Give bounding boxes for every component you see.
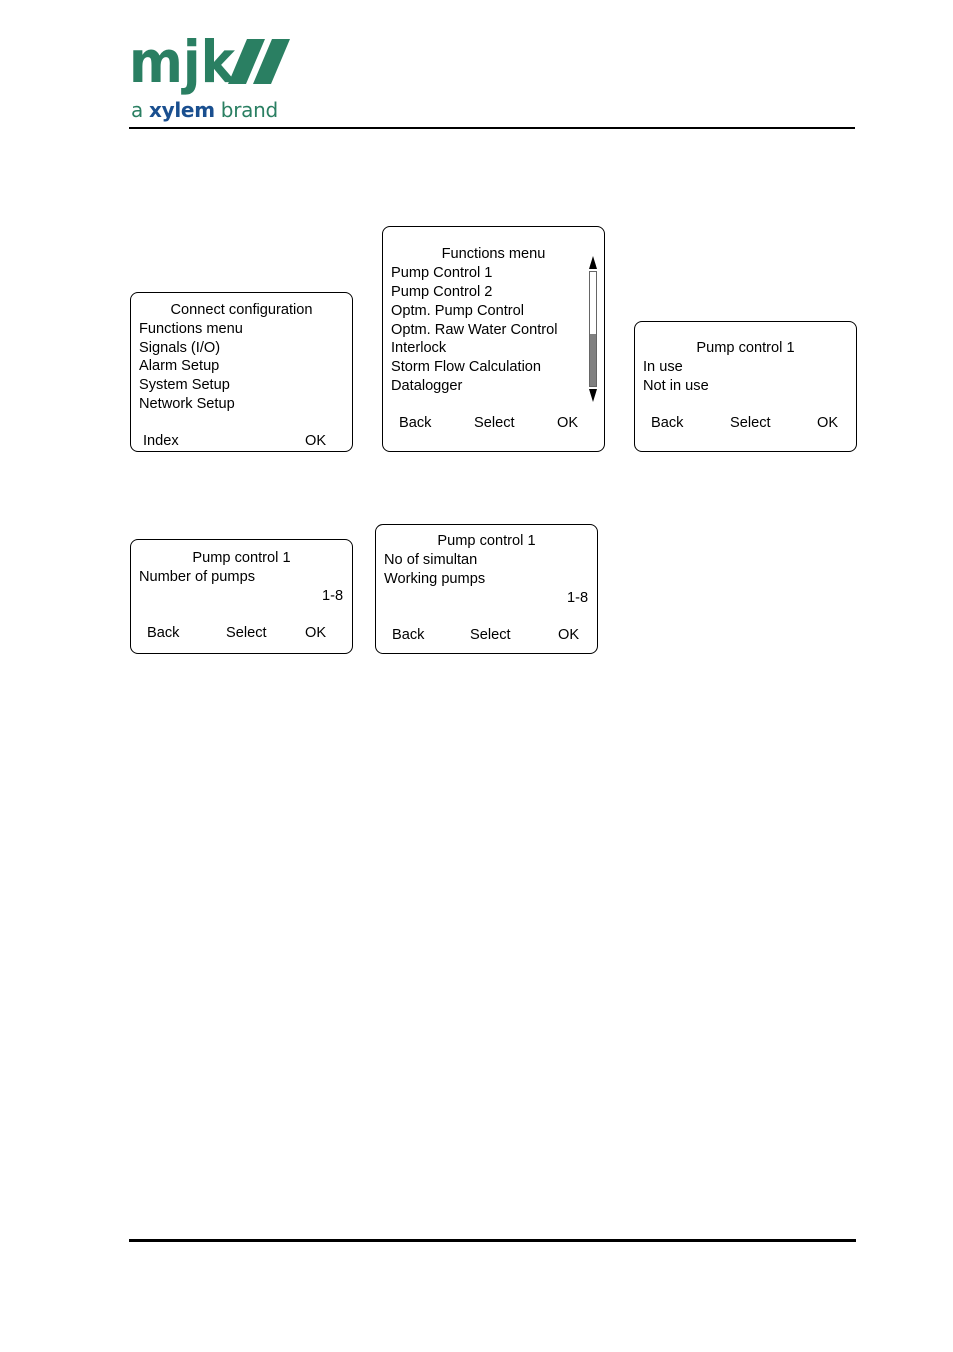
menu-item-system-setup[interactable]: System Setup xyxy=(139,377,230,393)
screen-connect-configuration xyxy=(130,292,353,452)
softkey-select[interactable]: Select xyxy=(730,415,771,431)
scrollbar-thumb[interactable] xyxy=(590,334,596,386)
simultan-label-line2: Working pumps xyxy=(384,571,486,587)
menu-item-pump-control-1[interactable]: Pump Control 1 xyxy=(391,265,493,281)
menu-item-optm-pump-control[interactable]: Optm. Pump Control xyxy=(391,303,525,319)
softkey-select[interactable]: Select xyxy=(470,627,511,643)
screen-functions-menu xyxy=(382,226,605,452)
softkey-back[interactable]: Back xyxy=(147,625,180,641)
footer-divider xyxy=(129,1239,856,1242)
screen-title: Pump control 1 xyxy=(696,340,795,356)
screen-pump-control-number xyxy=(130,539,353,654)
screen-title: Pump control 1 xyxy=(437,533,536,549)
screen-pump-control-use xyxy=(634,321,857,452)
softkey-select[interactable]: Select xyxy=(226,625,267,641)
softkey-select[interactable]: Select xyxy=(474,415,515,431)
softkey-ok[interactable]: OK xyxy=(305,433,327,449)
menu-item-datalogger[interactable]: Datalogger xyxy=(391,378,463,394)
screen-pump-control-simultan xyxy=(375,524,598,654)
screen-title: Pump control 1 xyxy=(192,550,291,566)
tagline-suffix: brand xyxy=(220,98,278,122)
menu-item-functions-menu[interactable]: Functions menu xyxy=(139,321,243,337)
softkey-ok[interactable]: OK xyxy=(817,415,839,431)
page-header xyxy=(129,36,855,130)
softkey-ok[interactable]: OK xyxy=(558,627,580,643)
scroll-down-arrow-icon[interactable] xyxy=(589,389,597,402)
softkey-back[interactable]: Back xyxy=(392,627,425,643)
screen-title: Connect configuration xyxy=(170,302,313,318)
menu-item-network-setup[interactable]: Network Setup xyxy=(139,396,235,412)
number-of-pumps-label: Number of pumps xyxy=(139,569,255,585)
logo-wordmark-text: mjk xyxy=(129,36,237,96)
menu-item-interlock[interactable]: Interlock xyxy=(391,340,447,356)
range-value[interactable]: 1-8 xyxy=(567,590,589,606)
range-value[interactable]: 1-8 xyxy=(322,588,344,604)
scrollbar[interactable] xyxy=(589,271,597,387)
softkey-back[interactable]: Back xyxy=(651,415,684,431)
menu-item-storm-flow-calculation[interactable]: Storm Flow Calculation xyxy=(391,359,542,375)
menu-item-signals[interactable]: Signals (I/O) xyxy=(139,340,221,356)
menu-item-pump-control-2[interactable]: Pump Control 2 xyxy=(391,284,493,300)
tagline-prefix: a xyxy=(131,98,143,122)
header-divider xyxy=(129,127,855,129)
menu-item-alarm-setup[interactable]: Alarm Setup xyxy=(139,358,220,374)
tagline-brand-name: xylem xyxy=(149,98,215,122)
simultan-label-line1: No of simultan xyxy=(384,552,478,568)
softkey-back[interactable]: Back xyxy=(399,415,432,431)
screen-title: Functions menu xyxy=(441,246,546,262)
menu-item-optm-raw-water-control[interactable]: Optm. Raw Water Control xyxy=(391,322,558,338)
softkey-ok[interactable]: OK xyxy=(305,625,327,641)
mjk-logo xyxy=(129,36,291,98)
option-not-in-use[interactable]: Not in use xyxy=(643,378,709,394)
logo-tagline xyxy=(131,98,278,122)
softkey-ok[interactable]: OK xyxy=(557,415,579,431)
scroll-up-arrow-icon[interactable] xyxy=(589,256,597,269)
option-in-use[interactable]: In use xyxy=(643,359,683,375)
softkey-index[interactable]: Index xyxy=(143,433,179,449)
